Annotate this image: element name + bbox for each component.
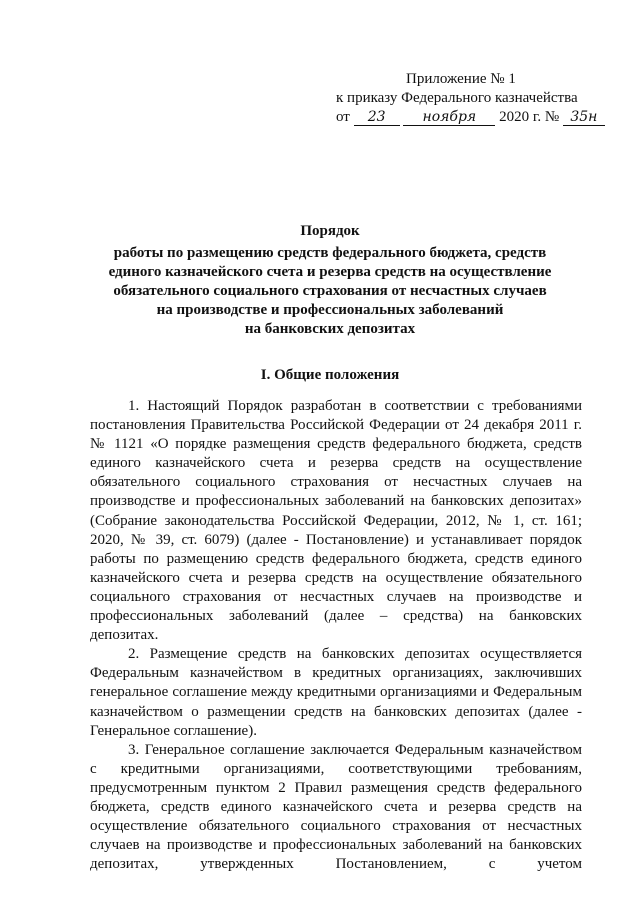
date-month-handwritten: ноября	[403, 109, 495, 126]
date-prefix: от	[336, 109, 350, 125]
title-line: работы по размещению средств федерального бюджета, средств	[113, 245, 547, 261]
document-title	[60, 222, 600, 339]
section-heading: I. Общие положения	[260, 367, 400, 383]
title-line: на банковских депозитах	[244, 321, 416, 337]
title-word: Порядок	[300, 223, 360, 239]
date-year: 2020 г. №	[499, 109, 560, 125]
date-day-handwritten: 23	[354, 109, 400, 126]
order-number-handwritten: 35н	[563, 109, 605, 126]
title-line: обязательного социального страхования от несчастных случаев	[113, 283, 547, 299]
order-date-line	[336, 108, 596, 127]
order-reference: к приказу Федерального казначейства	[336, 90, 578, 106]
paragraph-1: 1. Настоящий Порядок разработан в соответствии с требованиями постановления Правительства Российской Федерации от 24 декабря 2011 г. № 1121 «О порядке размещения средств федерального бюджета, средств единого казначейского счета и резерва средств на осуществление обязательного социального страхования от несчастных случаев на производстве и профессиональных заболеваний на банковских депозитах» (Собрание законодательства Российской Федерации, 2012, № 1, ст. 161; 2020, № 39, ст. 6079) (далее - Постановление) и устанавливает порядок работы по размещению средств федерального бюджета, средств единого казначейского счета и резерва средств на осуществление обязательного социального страхования от несчастных случаев на производстве и профессиональных заболеваний (далее – средства) на банковских депозитах.	[90, 398, 582, 644]
appendix-header	[336, 70, 596, 127]
body-text	[90, 397, 582, 874]
paragraph-2: 2. Размещение средств на банковских депозитах осуществляется Федеральным казначейством в кредитных организациях, заключивших генеральное соглашение между кредитными организациями и Федеральным казначейством о размещении средств на банковских депозитах (далее - Генеральное соглашение).	[90, 646, 582, 739]
title-line: на производстве и профессиональных заболеваний	[156, 302, 504, 318]
title-line: единого казначейского счета и резерва средств на осуществление	[108, 264, 552, 280]
paragraph-3: 3. Генеральное соглашение заключается Федеральным казначейством с кредитными организациями, соответствующими требованиям, предусмотренным пунктом 2 Правил размещения средств федерального бюджета, средств единого казначейского счета и резерва средств на осуществление обязательного социального страхования от несчастных случаев на производстве и профессиональных заболеваний на банковских депозитах, утвержденных Постановлением, с учетом	[90, 741, 582, 873]
appendix-label: Приложение № 1	[406, 71, 516, 87]
